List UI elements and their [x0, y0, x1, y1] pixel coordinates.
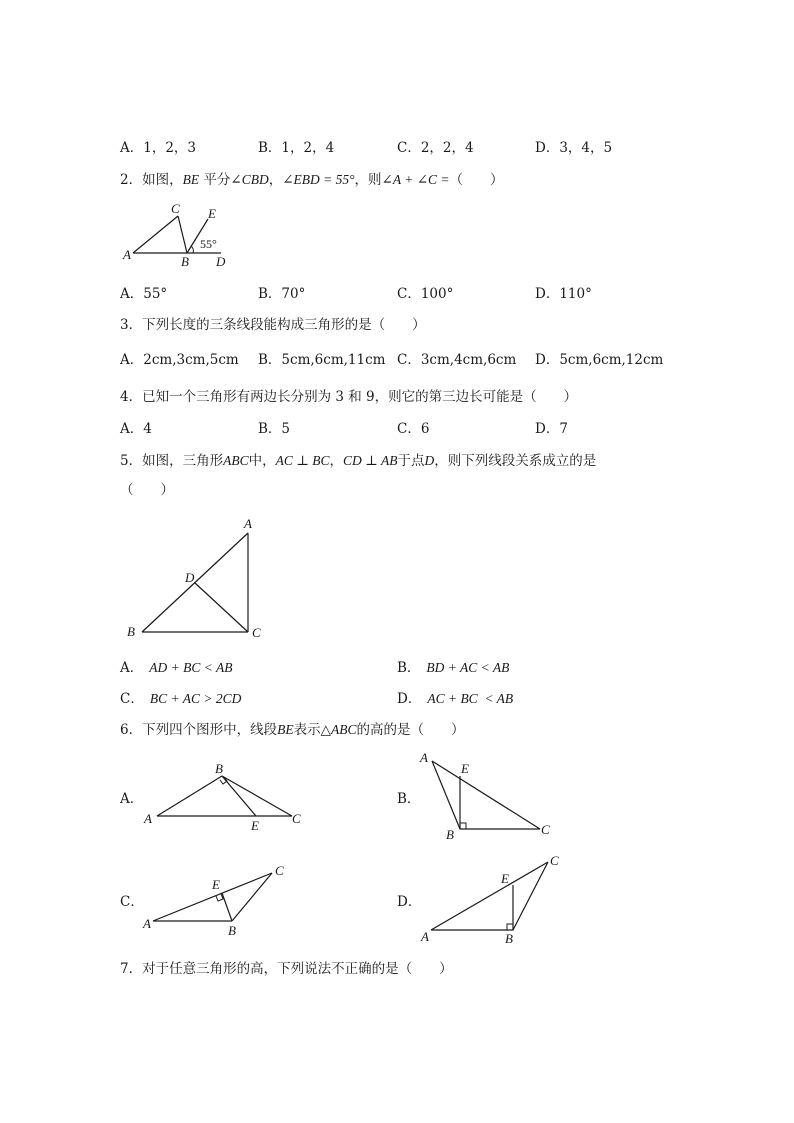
q2-option-d: D．110° — [535, 286, 592, 302]
q6-figure-d — [420, 853, 559, 946]
q5-option-a-letter: A． — [120, 660, 144, 676]
q2-stem-text2: ，则 — [354, 172, 382, 188]
q6c-label-a: A — [143, 916, 151, 931]
q6a-line-ab — [157, 776, 222, 816]
q6-option-c-letter: C． — [120, 894, 144, 910]
q3-option-a: A．2cm,3cm,5cm — [120, 352, 239, 368]
q2-label-a: A — [123, 247, 131, 262]
q3-stem: 3．下列长度的三条线段能构成三角形的是（ ） — [120, 317, 426, 333]
q6-stem-text: 表示 — [293, 722, 321, 738]
q2-label-c: C — [171, 201, 180, 216]
q5-stem-sep: ， — [329, 453, 344, 469]
q6b-label-a: A — [420, 750, 428, 765]
q5-stem-math-abc: ABC — [223, 453, 249, 468]
q6-stem-math-abc: △ABC — [320, 722, 357, 737]
q6-stem-math-be: BE — [277, 722, 294, 737]
q5-stem-text: 中， — [248, 453, 276, 469]
q2-stem-paren: （ ） — [449, 172, 504, 188]
q6-option-a-letter: A． — [120, 791, 144, 807]
q6-option-b-letter: B． — [397, 791, 421, 807]
q2-option-b: B．70° — [258, 286, 306, 302]
q6b-label-b: B — [446, 827, 454, 842]
q3-option-b: B．5cm,6cm,11cm — [258, 352, 386, 368]
q6b-right-angle-mark — [460, 823, 466, 829]
q5-stem-math-ac-bc: AC ⊥ BC — [275, 453, 330, 468]
q7-stem: 7．对于任意三角形的高，下列说法不正确的是（ ） — [120, 961, 453, 977]
q2-stem-text: 平分 — [199, 172, 231, 188]
q6b-label-c: C — [541, 822, 550, 837]
q2-option-c: C．100° — [397, 286, 454, 302]
q4-option-a: A．4 — [120, 421, 152, 437]
q4-option-c: C．6 — [397, 421, 430, 437]
q6d-label-a: A — [421, 929, 429, 944]
q5-option-c-letter: C． — [120, 691, 144, 707]
q6c-label-b: B — [228, 923, 236, 938]
q6b-line-ab — [432, 761, 460, 829]
q2-label-d: D — [216, 254, 226, 269]
q3-option-c: C．3cm,4cm,6cm — [397, 352, 517, 368]
q4-stem: 4．已知一个三角形有两边长分别为 3 和 9，则它的第三边长可能是（ ） — [120, 389, 578, 405]
q2-label-b: B — [181, 254, 189, 269]
q6b-line-ac — [432, 761, 540, 829]
q6c-label-c: C — [275, 863, 284, 878]
q5-option-d-expr: AC + BC < AB — [427, 691, 514, 706]
q5-stem-math-d: D — [424, 453, 435, 468]
q6-stem-suffix: 的高的是（ ） — [356, 722, 465, 738]
q5-stem-paren: （ ） — [120, 482, 174, 498]
q1-option-a: A．1，2，3 — [120, 140, 197, 156]
q5-label-c: C — [252, 625, 261, 640]
q2-label-angle: 55° — [200, 237, 217, 251]
q2-stem-math-ebd: ∠EBD = 55° — [282, 172, 355, 187]
q6-figure-c — [142, 863, 284, 938]
q2-stem-prefix: 2．如图， — [120, 172, 183, 188]
q6a-label-e: E — [251, 818, 259, 833]
q2-label-e: E — [208, 206, 216, 221]
q5-option-d-letter: D． — [397, 691, 422, 707]
q6c-line-bc — [232, 873, 272, 921]
q3-option-d: D．5cm,6cm,12cm — [535, 352, 664, 368]
q5-label-a: A — [244, 516, 252, 531]
q5-option-b-expr: BD + AC < AB — [426, 660, 510, 675]
q6d-right-angle-mark — [507, 924, 513, 930]
q5-stem-prefix: 5．如图，三角形 — [120, 453, 224, 469]
q4-option-d: D．7 — [535, 421, 568, 437]
q6c-label-e: E — [212, 877, 220, 892]
q2-stem-math-sum: ∠A + ∠C = — [381, 172, 450, 187]
q5-option-c-expr: BC + AC > 2CD — [149, 691, 242, 706]
q2-stem-math-angle-cbd: ∠CBD — [230, 172, 269, 187]
q6a-line-be — [222, 776, 256, 816]
q5-stem-suffix: ，则下列线段关系成立的是 — [434, 453, 597, 469]
q5-label-b: B — [127, 624, 135, 639]
q6d-label-b: B — [505, 931, 513, 946]
q5-stem-math-cd-ab: CD ⊥ AB — [343, 453, 398, 468]
q6d-label-e: E — [501, 871, 509, 886]
q6d-label-c: C — [550, 853, 559, 868]
q6-figure-a — [143, 761, 301, 833]
q5-stem-text2: 于点 — [397, 453, 425, 469]
q6c-line-be — [222, 893, 232, 921]
q1-option-b: B．1，2，4 — [258, 140, 335, 156]
q4-option-b: B．5 — [258, 421, 291, 437]
q6a-line-bc — [222, 776, 292, 816]
q5-label-d: D — [185, 570, 195, 585]
q6-stem-prefix: 6．下列四个图形中，线段 — [120, 722, 278, 738]
q6b-label-e: E — [461, 761, 469, 776]
q6a-label-b: B — [215, 761, 223, 776]
q2-stem-sep: ， — [268, 172, 283, 188]
q2-stem-math-be: BE — [182, 172, 200, 187]
q6a-label-c: C — [292, 811, 301, 826]
q2-option-a: A．55° — [120, 286, 168, 302]
q1-option-c: C．2，2，4 — [397, 140, 474, 156]
q6-option-d-letter: D． — [397, 894, 422, 910]
q5-option-b-letter: B． — [397, 660, 421, 676]
q6a-label-a: A — [144, 811, 152, 826]
q5-option-a-expr: AD + BC < AB — [149, 660, 233, 675]
q1-option-d: D．3，4，5 — [535, 140, 613, 156]
q6-figure-b — [419, 750, 550, 842]
